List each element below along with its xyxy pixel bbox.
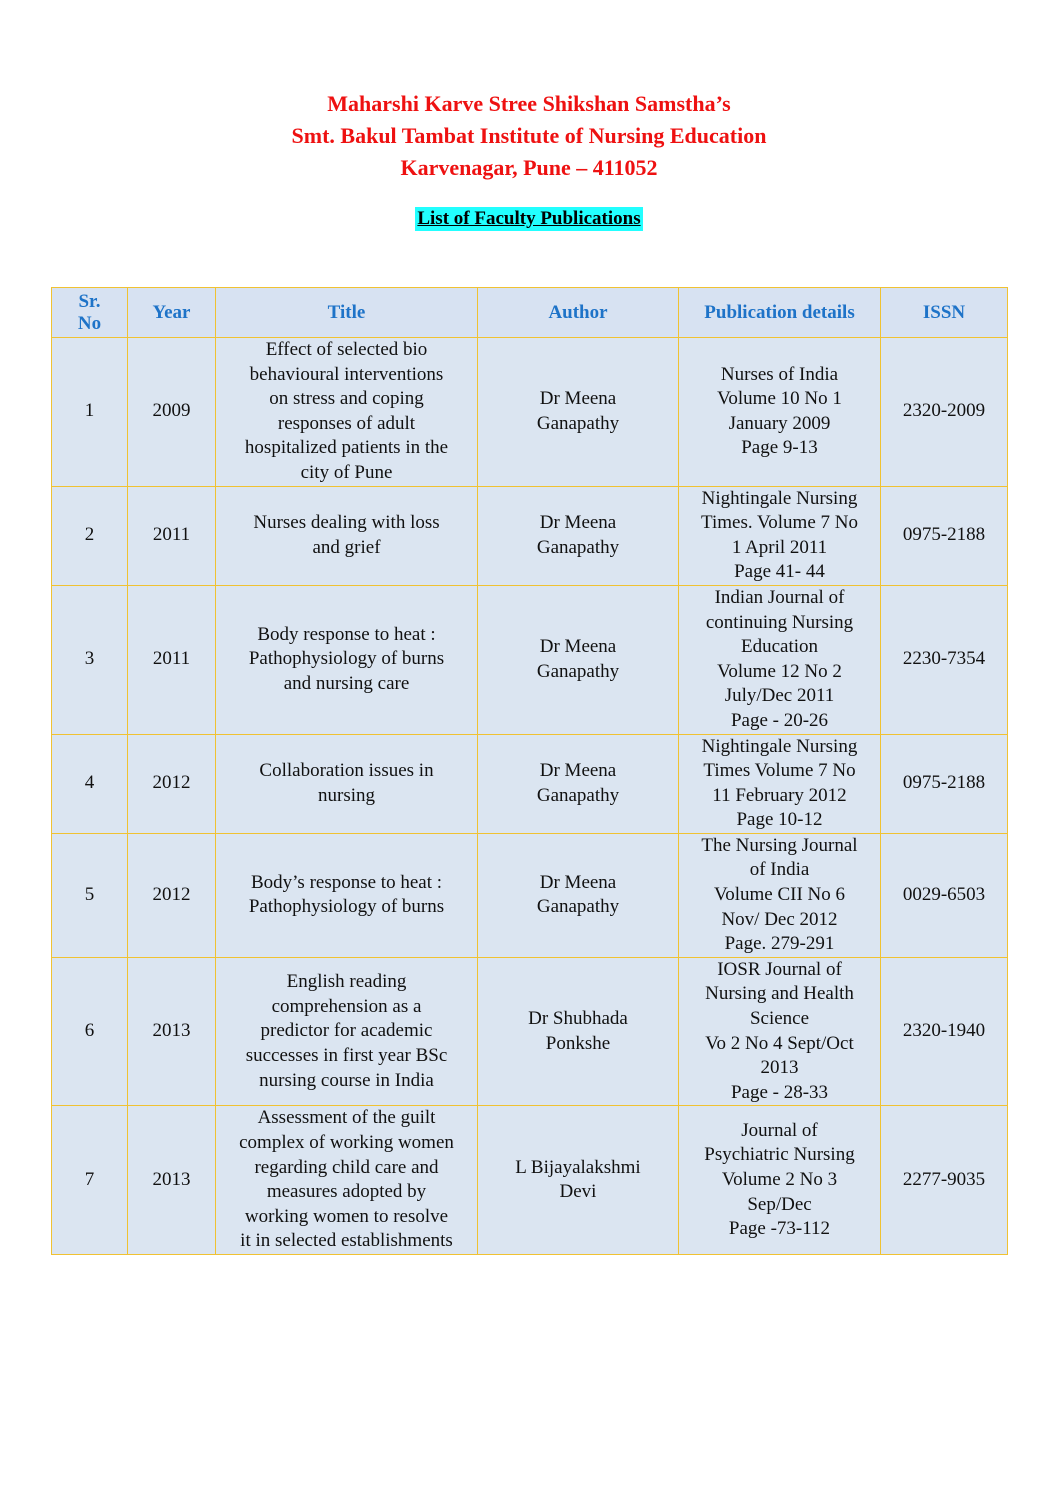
cell-title-line: nursing <box>222 784 471 809</box>
header-publication-details: Publication details <box>679 288 881 338</box>
cell-title-line: Nurses dealing with loss <box>222 511 471 536</box>
cell-title-line: Body response to heat : <box>222 623 471 648</box>
cell-title <box>216 585 478 734</box>
cell-publication-details-line: Indian Journal of <box>685 586 874 611</box>
cell-title-line: and grief <box>222 536 471 561</box>
table-row <box>52 585 1008 734</box>
cell-sr-no: 1 <box>52 338 128 487</box>
cell-publication-details-line: Page -73-112 <box>685 1217 874 1242</box>
cell-title-line: on stress and coping <box>222 387 471 412</box>
cell-year: 2013 <box>128 957 216 1106</box>
cell-year: 2012 <box>128 734 216 833</box>
cell-publication-details-line: July/Dec 2011 <box>685 684 874 709</box>
table-row <box>52 1106 1008 1255</box>
cell-title-line: working women to resolve <box>222 1205 471 1230</box>
cell-publication-details-line: Vo 2 No 4 Sept/Oct <box>685 1032 874 1057</box>
cell-publication-details-line: Page - 28-33 <box>685 1081 874 1106</box>
cell-title-line: Body’s response to heat : <box>222 871 471 896</box>
cell-publication-details-line: Page - 20-26 <box>685 709 874 734</box>
cell-author-line: Ganapathy <box>484 536 672 561</box>
cell-year: 2013 <box>128 1106 216 1255</box>
cell-author <box>478 585 679 734</box>
cell-author-line: Dr Shubhada <box>484 1007 672 1032</box>
cell-publication-details-line: Nov/ Dec 2012 <box>685 908 874 933</box>
cell-title-line: Collaboration issues in <box>222 759 471 784</box>
table-header-row <box>52 288 1008 338</box>
cell-author <box>478 338 679 487</box>
cell-sr-no: 5 <box>52 833 128 957</box>
cell-publication-details <box>679 338 881 487</box>
cell-author-line: Ganapathy <box>484 412 672 437</box>
cell-title-line: behavioural interventions <box>222 363 471 388</box>
cell-publication-details-line: 1 April 2011 <box>685 536 874 561</box>
table-row <box>52 833 1008 957</box>
cell-title-line: and nursing care <box>222 672 471 697</box>
cell-author <box>478 486 679 585</box>
cell-issn: 2320-1940 <box>881 957 1008 1106</box>
cell-author-line: Dr Meena <box>484 511 672 536</box>
cell-sr-no: 6 <box>52 957 128 1106</box>
cell-author <box>478 1106 679 1255</box>
table-row <box>52 338 1008 487</box>
header-title: Title <box>216 288 478 338</box>
cell-issn: 0975-2188 <box>881 486 1008 585</box>
cell-publication-details-line: Science <box>685 1007 874 1032</box>
cell-year: 2011 <box>128 486 216 585</box>
table-row <box>52 734 1008 833</box>
cell-author-line: Dr Meena <box>484 387 672 412</box>
header-no-label: No <box>77 312 102 334</box>
cell-author <box>478 957 679 1106</box>
cell-author <box>478 833 679 957</box>
cell-author-line: Ganapathy <box>484 895 672 920</box>
cell-author <box>478 734 679 833</box>
cell-title-line: English reading <box>222 970 471 995</box>
cell-title-line: Assessment of the guilt <box>222 1106 471 1131</box>
cell-title-line: it in selected establishments <box>222 1229 471 1254</box>
cell-publication-details-line: The Nursing Journal <box>685 834 874 859</box>
cell-publication-details-line: Nurses of India <box>685 363 874 388</box>
cell-title-line: nursing course in India <box>222 1069 471 1094</box>
cell-issn: 2230-7354 <box>881 585 1008 734</box>
cell-sr-no: 2 <box>52 486 128 585</box>
page-title: List of Faculty Publications <box>417 208 641 229</box>
table-row <box>52 486 1008 585</box>
cell-author-line: Dr Meena <box>484 635 672 660</box>
cell-publication-details-line: Volume 12 No 2 <box>685 660 874 685</box>
cell-publication-details <box>679 486 881 585</box>
cell-publication-details-line: Psychiatric Nursing <box>685 1143 874 1168</box>
page-title-wrap <box>0 207 1058 231</box>
cell-issn: 0975-2188 <box>881 734 1008 833</box>
header-issn: ISSN <box>881 288 1008 338</box>
cell-publication-details-line: Volume 2 No 3 <box>685 1168 874 1193</box>
cell-year: 2012 <box>128 833 216 957</box>
cell-publication-details <box>679 833 881 957</box>
institution-header <box>0 88 1058 184</box>
cell-title-line: city of Pune <box>222 461 471 486</box>
cell-year: 2009 <box>128 338 216 487</box>
cell-publication-details-line: Volume CII No 6 <box>685 883 874 908</box>
cell-publication-details-line: Page 41- 44 <box>685 560 874 585</box>
cell-publication-details-line: Nightingale Nursing <box>685 735 874 760</box>
cell-year: 2011 <box>128 585 216 734</box>
cell-title <box>216 338 478 487</box>
cell-publication-details <box>679 1106 881 1255</box>
cell-title-line: Effect of selected bio <box>222 338 471 363</box>
cell-title-line: complex of working women <box>222 1131 471 1156</box>
table-row <box>52 957 1008 1106</box>
cell-author-line: Ponkshe <box>484 1032 672 1057</box>
cell-title-line: Pathophysiology of burns <box>222 647 471 672</box>
cell-sr-no: 7 <box>52 1106 128 1255</box>
organization-name: Maharshi Karve Stree Shikshan Samstha’s <box>327 91 731 116</box>
cell-publication-details-line: Education <box>685 635 874 660</box>
cell-author-line: L Bijayalakshmi <box>484 1156 672 1181</box>
cell-publication-details-line: Page 10-12 <box>685 808 874 833</box>
cell-title-line: Pathophysiology of burns <box>222 895 471 920</box>
cell-publication-details-line: of India <box>685 858 874 883</box>
cell-publication-details-line: IOSR Journal of <box>685 958 874 983</box>
cell-publication-details <box>679 957 881 1106</box>
cell-author-line: Dr Meena <box>484 759 672 784</box>
cell-sr-no: 4 <box>52 734 128 833</box>
cell-publication-details-line: Page. 279-291 <box>685 932 874 957</box>
cell-title-line: measures adopted by <box>222 1180 471 1205</box>
institute-name: Smt. Bakul Tambat Institute of Nursing Education <box>291 123 767 148</box>
header-sr-label: Sr. <box>78 290 101 312</box>
cell-publication-details-line: Sep/Dec <box>685 1193 874 1218</box>
cell-title <box>216 833 478 957</box>
cell-title-line: successes in first year BSc <box>222 1044 471 1069</box>
cell-publication-details-line: Times Volume 7 No <box>685 759 874 784</box>
publications-table <box>51 287 1008 1255</box>
header-year: Year <box>128 288 216 338</box>
cell-issn: 2277-9035 <box>881 1106 1008 1255</box>
institute-address: Karvenagar, Pune – 411052 <box>400 155 658 180</box>
cell-title-line: regarding child care and <box>222 1156 471 1181</box>
cell-title-line: comprehension as a <box>222 995 471 1020</box>
cell-issn: 2320-2009 <box>881 338 1008 487</box>
cell-publication-details <box>679 734 881 833</box>
cell-publication-details-line: Nursing and Health <box>685 982 874 1007</box>
cell-publication-details-line: Nightingale Nursing <box>685 487 874 512</box>
cell-publication-details-line: Page 9-13 <box>685 436 874 461</box>
cell-publication-details-line: continuing Nursing <box>685 611 874 636</box>
cell-publication-details-line: Volume 10 No 1 <box>685 387 874 412</box>
header-author: Author <box>478 288 679 338</box>
cell-issn: 0029-6503 <box>881 833 1008 957</box>
cell-author-line: Ganapathy <box>484 660 672 685</box>
cell-title <box>216 1106 478 1255</box>
cell-publication-details-line: 11 February 2012 <box>685 784 874 809</box>
cell-publication-details-line: Times. Volume 7 No <box>685 511 874 536</box>
cell-author-line: Ganapathy <box>484 784 672 809</box>
cell-publication-details-line: Journal of <box>685 1119 874 1144</box>
cell-title-line: predictor for academic <box>222 1019 471 1044</box>
cell-title-line: responses of adult <box>222 412 471 437</box>
cell-title <box>216 486 478 585</box>
cell-publication-details-line: 2013 <box>685 1056 874 1081</box>
cell-title <box>216 734 478 833</box>
cell-author-line: Dr Meena <box>484 871 672 896</box>
cell-author-line: Devi <box>484 1180 672 1205</box>
cell-title-line: hospitalized patients in the <box>222 436 471 461</box>
cell-title <box>216 957 478 1106</box>
cell-publication-details <box>679 585 881 734</box>
cell-publication-details-line: January 2009 <box>685 412 874 437</box>
header-sr-no <box>52 288 128 338</box>
cell-sr-no: 3 <box>52 585 128 734</box>
